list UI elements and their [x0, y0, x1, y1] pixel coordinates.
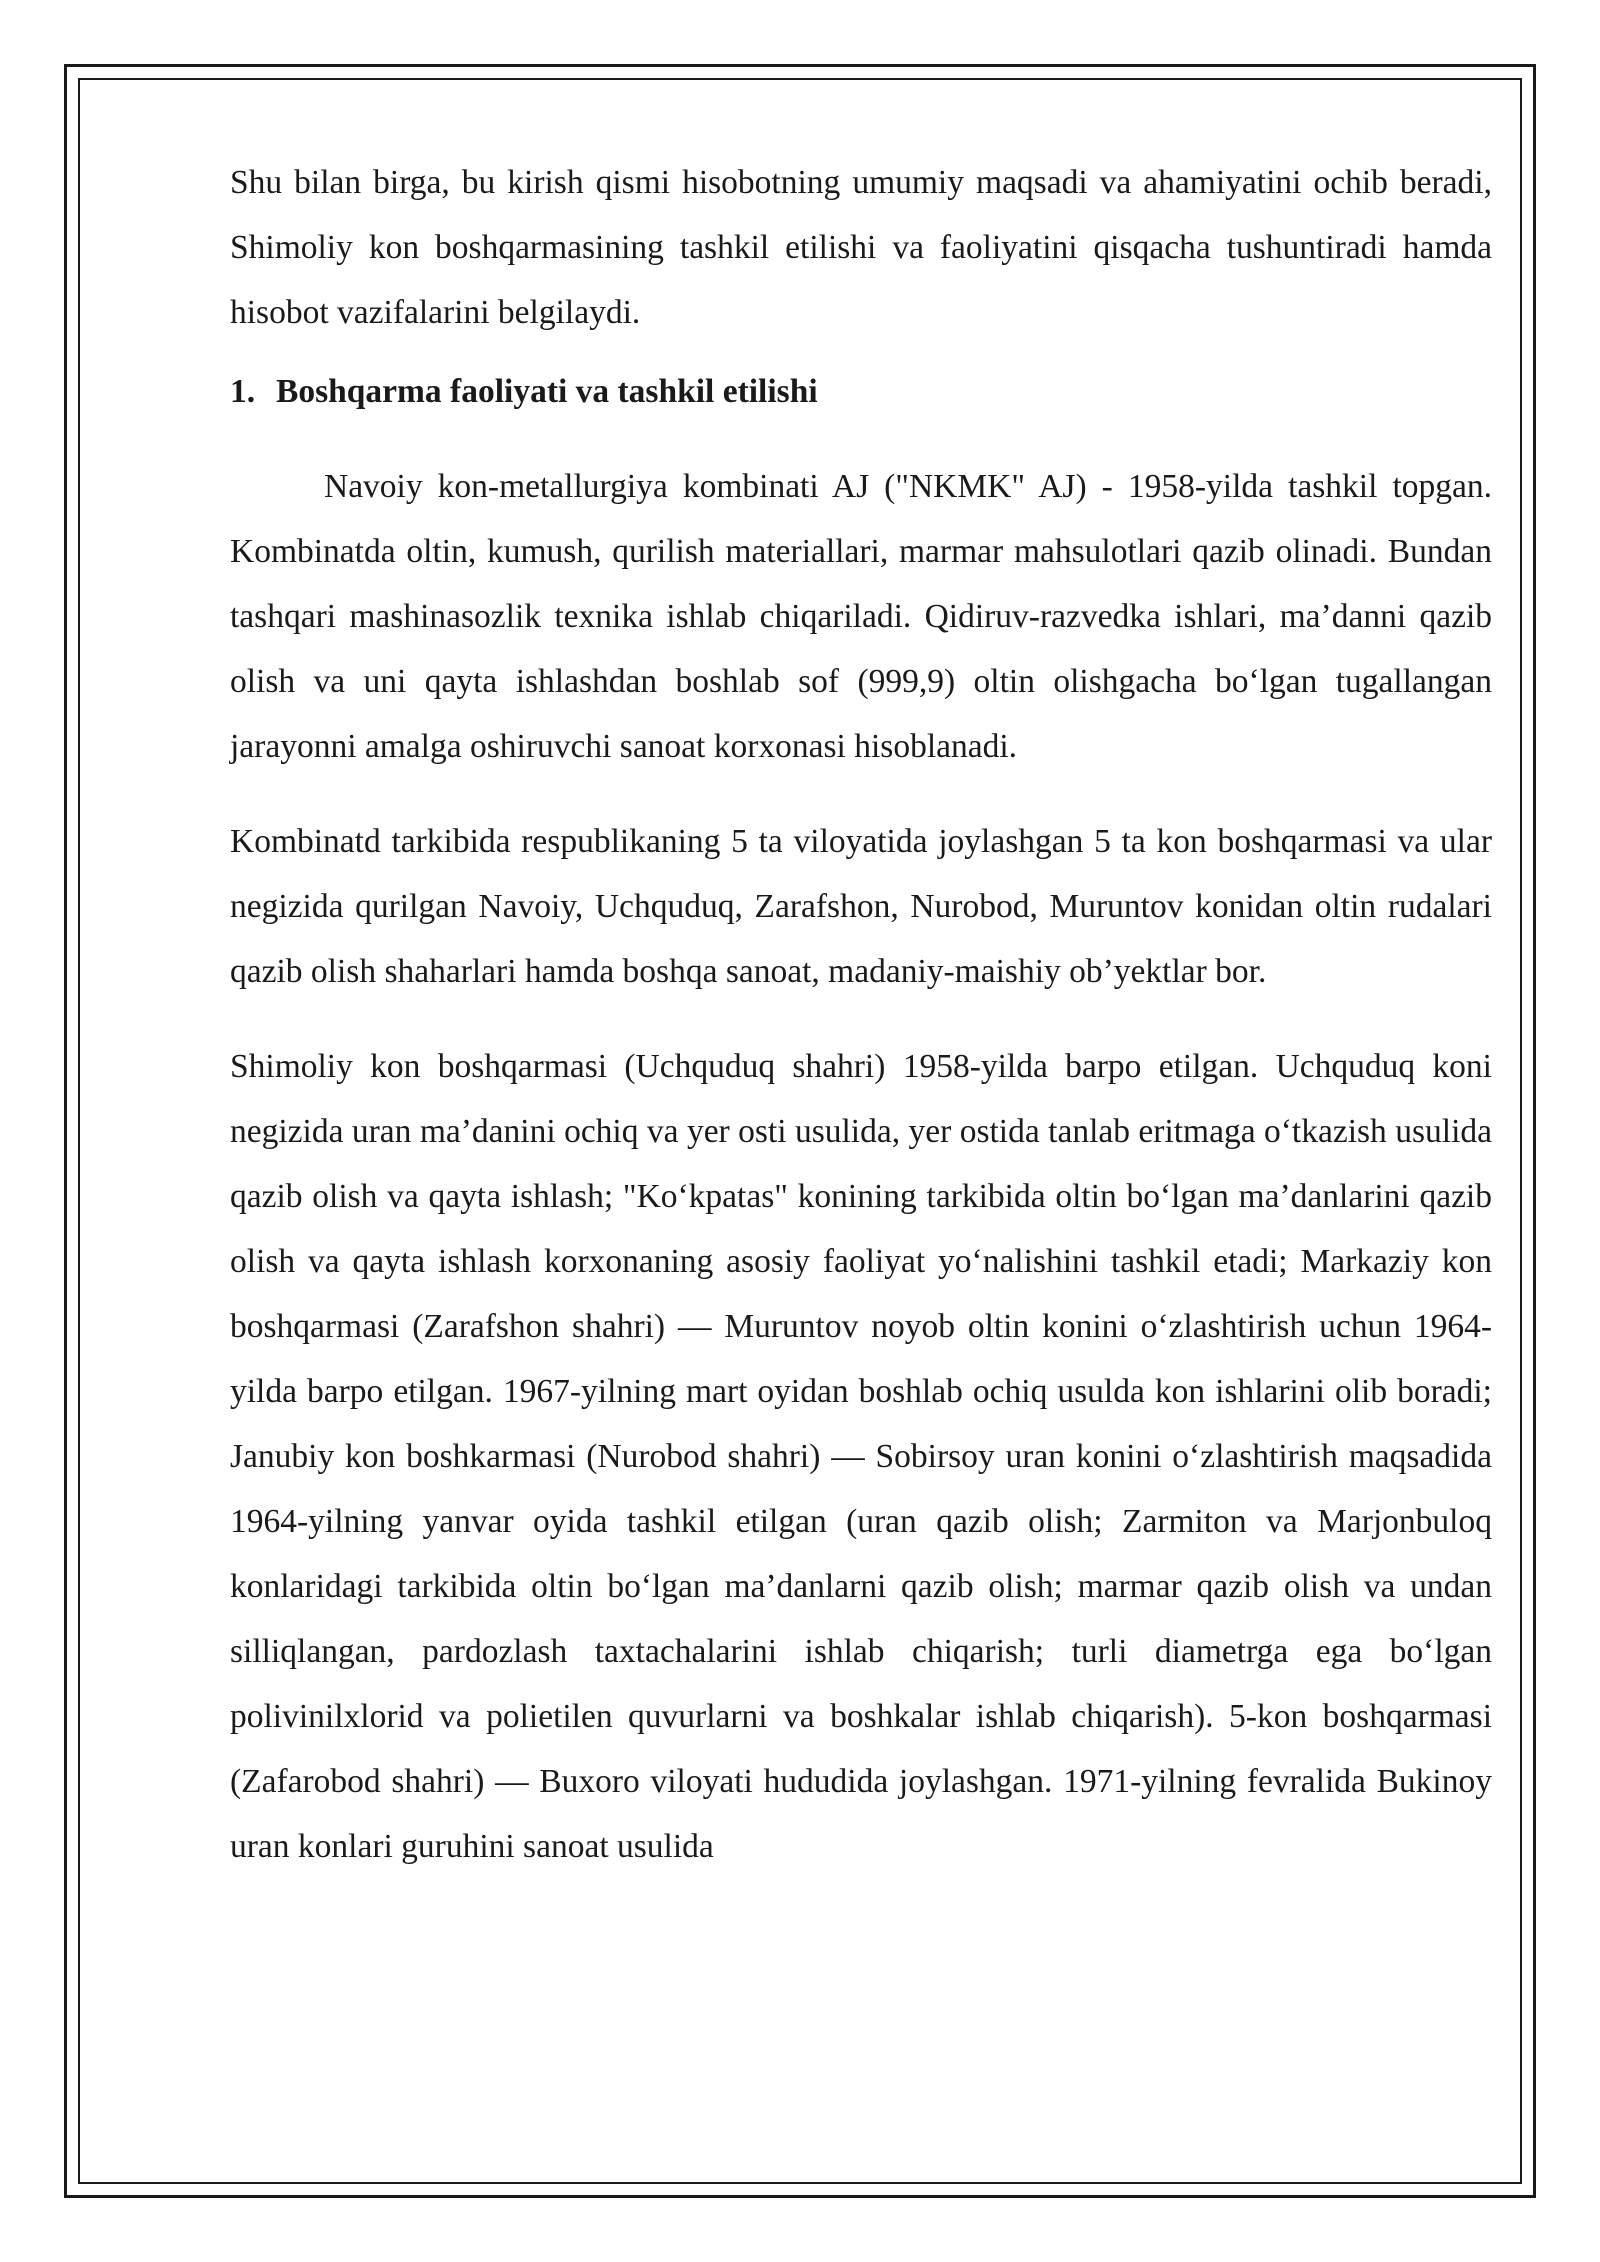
body-paragraph: Navoiy kon-metallurgiya kombinati AJ ("NKMK" AJ) - 1958-yilda tashkil topgan. Kombinatda oltin, kumush, qurilish materiallari, marmar mahsulotlari qazib olinadi. Bundan tashqari mashinasozlik texnika ishlab chiqariladi. Qidiruv-razvedka ishlari, ma’danni qazib olish va uni qayta ishlashdan boshlab sof (999,9) oltin olishgacha bo‘lgan tugallangan jarayonni amalga oshiruvchi sanoat korxonasi hisoblanadi.: [230, 468, 1492, 765]
section-number: 1.: [230, 373, 256, 410]
body-paragraph: Shimoliy kon boshqarmasi (Uchquduq shahri) 1958-yilda barpo etilgan. Uchquduq koni negizida uran ma’danini ochiq va yer osti usulida, yer ostida tanlab eritmaga o‘tkazish usulida qazib olish va qayta ishlash; "Ko‘kpatas" konining tarkibida oltin bo‘lgan ma’danlarini qazib olish va qayta ishlash korxonaning asosiy faoliyat yo‘nalishini tashkil etadi; Markaziy kon boshqarmasi (Zarafshon shahri) — Muruntov noyob oltin konini o‘zlashtirish uchun 1964-yilda barpo etilgan. 1967-yilning mart oyidan boshlab ochiq usulda kon ishlarini olib boradi; Janubiy kon boshkarmasi (Nurobod shahri) — Sobirsoy uran konini o‘zlashtirish maqsadida 1964-yilning yanvar oyida tashkil etilgan (uran qazib olish; Zarmiton va Marjonbuloq konlaridagi tarkibida oltin bo‘lgan ma’danlarni qazib olish; marmar qazib olish va undan silliqlangan, pardozlash taxtachalarini ishlab chiqarish; turli diametrga ega bo‘lgan polivinilxlorid va polietilen quvurlarni va boshkalar ishlab chiqarish). 5-kon boshqarmasi (Zafarobod shahri) — Buxoro viloyati hududida joylashgan. 1971-yilning fevralida Bukinoy uran konlari guruhini sanoat usulida: [230, 1048, 1492, 1865]
section-title: Boshqarma faoliyati va tashkil etilishi: [276, 373, 818, 410]
body-paragraph: Kombinatd tarkibida respublikaning 5 ta viloyatida joylashgan 5 ta kon boshqarmasi va ular negizida qurilgan Navoiy, Uchquduq, Zarafshon, Nurobod, Muruntov konidan oltin rudalari qazib olish shaharlari hamda boshqa sanoat, madaniy-maishiy ob’yektlar bor.: [230, 823, 1492, 990]
intro-paragraph: Shu bilan birga, bu kirish qismi hisobotning umumiy maqsadi va ahamiyatini ochib beradi, Shimoliy kon boshqarmasining tashkil etilishi va faoliyatini qisqacha tushuntiradi hamda hisobot vazifalarini belgilaydi.: [230, 164, 1492, 331]
section-heading: [230, 359, 1492, 424]
document-body: [230, 150, 1492, 1879]
